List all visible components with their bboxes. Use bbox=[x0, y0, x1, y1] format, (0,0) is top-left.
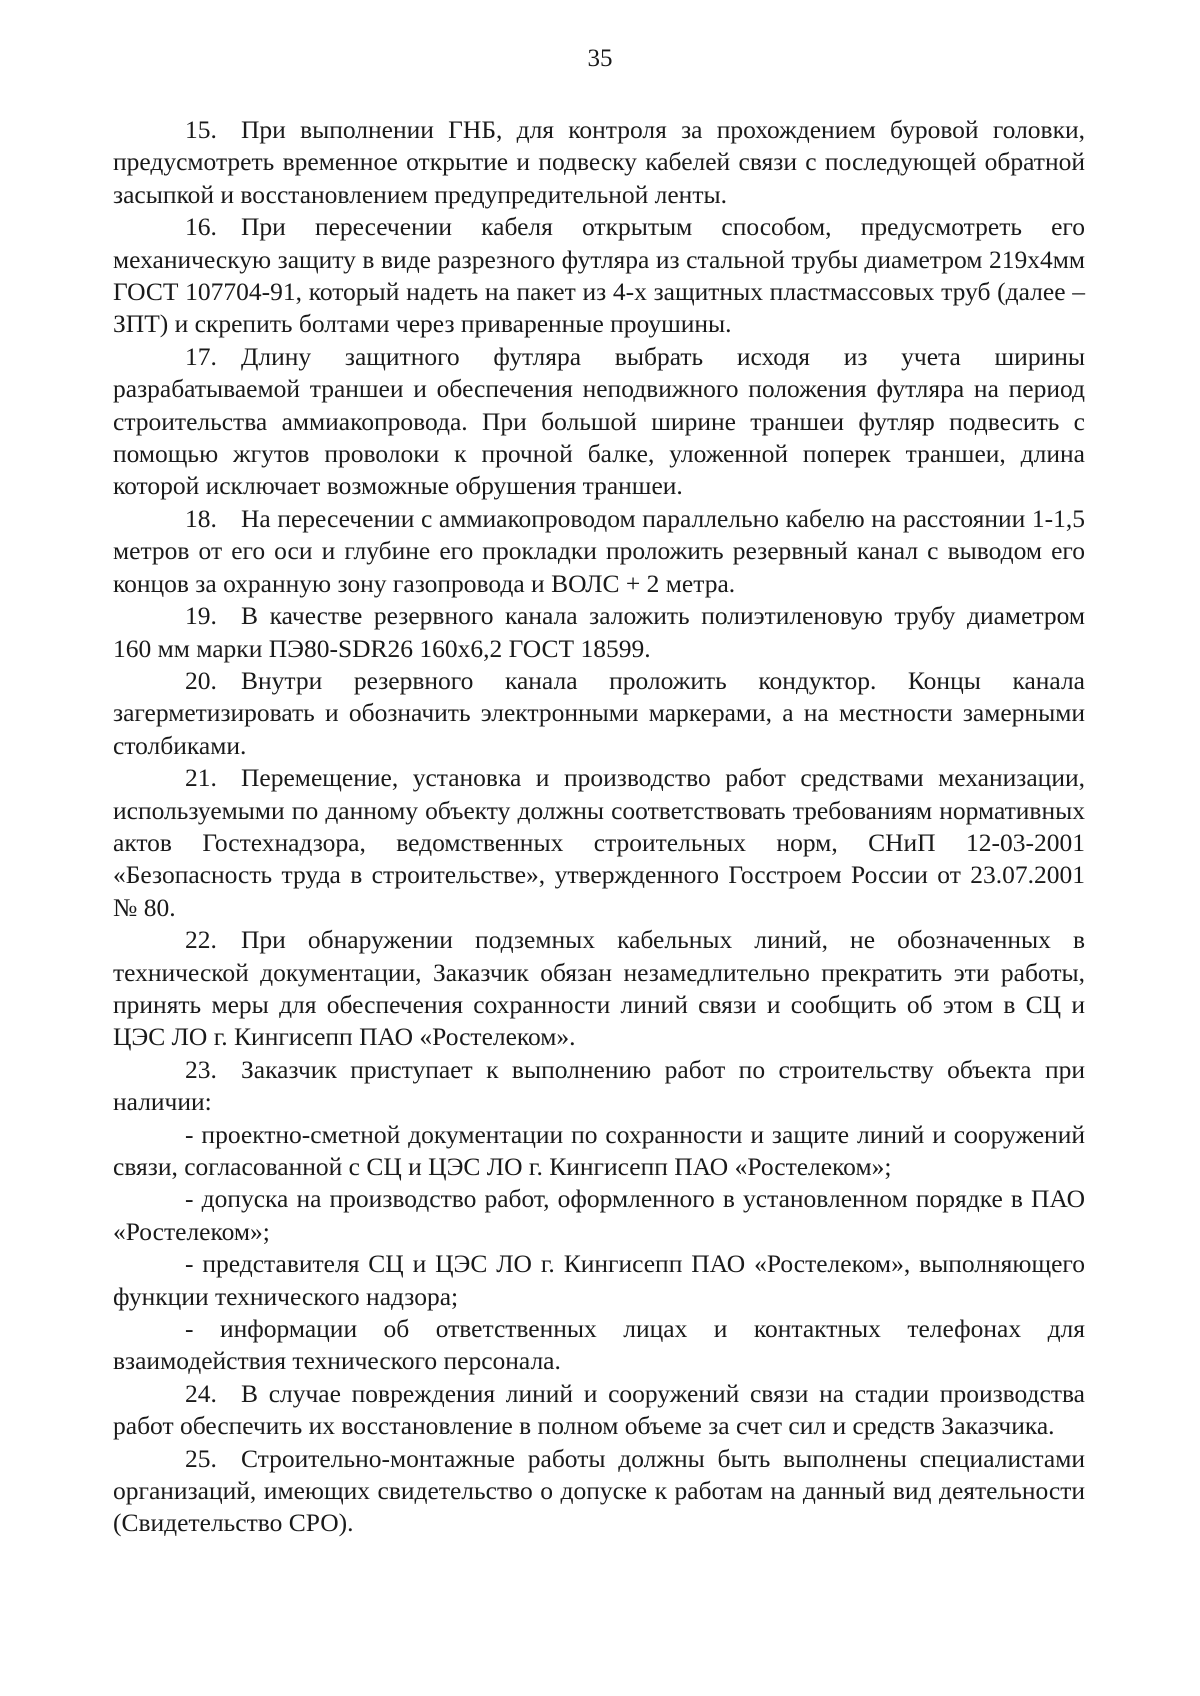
paragraph-15 bbox=[113, 114, 1085, 211]
item-text: При выполнении ГНБ, для контроля за прохождением буровой головки, предусмотреть временное открытие и подвеску кабелей связи с последующей обратной засыпкой и восстановлением предупредительной ленты. bbox=[113, 115, 1085, 209]
item-number: 24. bbox=[185, 1378, 217, 1408]
paragraph-17 bbox=[113, 341, 1085, 503]
item-text: Внутри резервного канала проложить кондуктор. Концы канала загерметизировать и обозначить электронными маркерами, а на местности замерными столбиками. bbox=[113, 665, 1085, 760]
item-number: 15. bbox=[185, 115, 217, 144]
paragraph-20 bbox=[113, 665, 1085, 762]
paragraph-23 bbox=[113, 1054, 1085, 1119]
item-text: Длину защитного футляра выбрать исходя из учета ширины разрабатываемой траншеи и обеспечения неподвижного положения футляра на период строительства аммиакопровода. При большой ширине траншеи футляр подвесить с помощью жгутов проволоки к прочной балке, уложенной поперек траншеи, длина которой исключает возможные обрушения траншеи. bbox=[113, 341, 1085, 501]
paragraph-19 bbox=[113, 600, 1085, 665]
item-text: Перемещение, установка и производство работ средствами механизации, используемыми по данному объекту должны соответствовать требованиям нормативных актов Гостехнадзора, ведомственных строительных норм, СНиП 12-03-2001 «Безопасность труда в строительстве», утвержденного Госстроем России от 23.07.2001 № 80. bbox=[113, 763, 1085, 922]
document-body bbox=[113, 114, 1085, 1540]
paragraph-25 bbox=[113, 1443, 1085, 1540]
item-number: 21. bbox=[185, 763, 217, 793]
item-text: В качестве резервного канала заложить полиэтиленовую трубу диаметром 160 мм марки ПЭ80-SDR26 160х6,2 ГОСТ 18599. bbox=[113, 601, 1085, 663]
paragraph-22 bbox=[113, 924, 1085, 1054]
item-text: При пересечении кабеля открытым способом, предусмотреть его механическую защиту в виде разрезного футляра из стальной трубы диаметром 219х4мм ГОСТ 107704-91, который надеть на пакет из 4-х защитных пластмассовых труб (далее – ЗПТ) и скрепить болтами через приваренные проушины. bbox=[113, 212, 1085, 339]
sub-item: - представителя СЦ и ЦЭС ЛО г. Кингисепп ПАО «Ростелеком», выполняющего функции технического надзора; bbox=[113, 1249, 1085, 1311]
sub-item: - информации об ответственных лицах и контактных телефонах для взаимодействия технического персонала. bbox=[113, 1314, 1085, 1376]
sub-item: - проектно-сметной документации по сохранности и защите линий и сооружений связи, согласованной с СЦ и ЦЭС ЛО г. Кингисепп ПАО «Ростелеком»; bbox=[113, 1119, 1085, 1181]
paragraph-21 bbox=[113, 762, 1085, 924]
paragraph-18 bbox=[113, 503, 1085, 600]
item-number: 16. bbox=[185, 212, 217, 242]
item-number: 22. bbox=[185, 925, 217, 955]
item-text: Строительно-монтажные работы должны быть выполнены специалистами организаций, имеющих свидетельство о допуске к работам на данный вид деятельности (Свидетельство СРО). bbox=[113, 1443, 1085, 1538]
item-text: Заказчик приступает к выполнению работ по строительству объекта при наличии: bbox=[113, 1054, 1085, 1117]
item-number: 25. bbox=[185, 1443, 217, 1473]
page-number: 35 bbox=[587, 45, 613, 72]
item-number: 17. bbox=[185, 341, 217, 371]
item-number: 20. bbox=[185, 665, 217, 695]
item-text: В случае повреждения линий и сооружений связи на стадии производства работ обеспечить их восстановление в полном объеме за счет сил и средств Заказчика. bbox=[113, 1378, 1085, 1441]
item-number: 19. bbox=[185, 601, 217, 631]
paragraph-16 bbox=[113, 211, 1085, 341]
item-text: При обнаружении подземных кабельных линий, не обозначенных в технической документации, Заказчик обязан незамедлительно прекратить эти работы, принять меры для обеспечения сохранности линий связи и сообщить об этом в СЦ и ЦЭС ЛО г. Кингисепп ПАО «Ростелеком». bbox=[113, 925, 1085, 1052]
item-text: На пересечении с аммиакопроводом параллельно кабелю на расстоянии 1-1,5 метров от его оси и глубине его прокладки проложить резервный канал с выводом его концов за охранную зону газопровода и ВОЛС + 2 метра. bbox=[113, 503, 1085, 598]
paragraph-24 bbox=[113, 1378, 1085, 1443]
sub-item: - допуска на производство работ, оформленного в установленном порядке в ПАО «Ростелеком»; bbox=[113, 1184, 1085, 1246]
item-number: 23. bbox=[185, 1054, 217, 1084]
item-number: 18. bbox=[185, 503, 217, 533]
